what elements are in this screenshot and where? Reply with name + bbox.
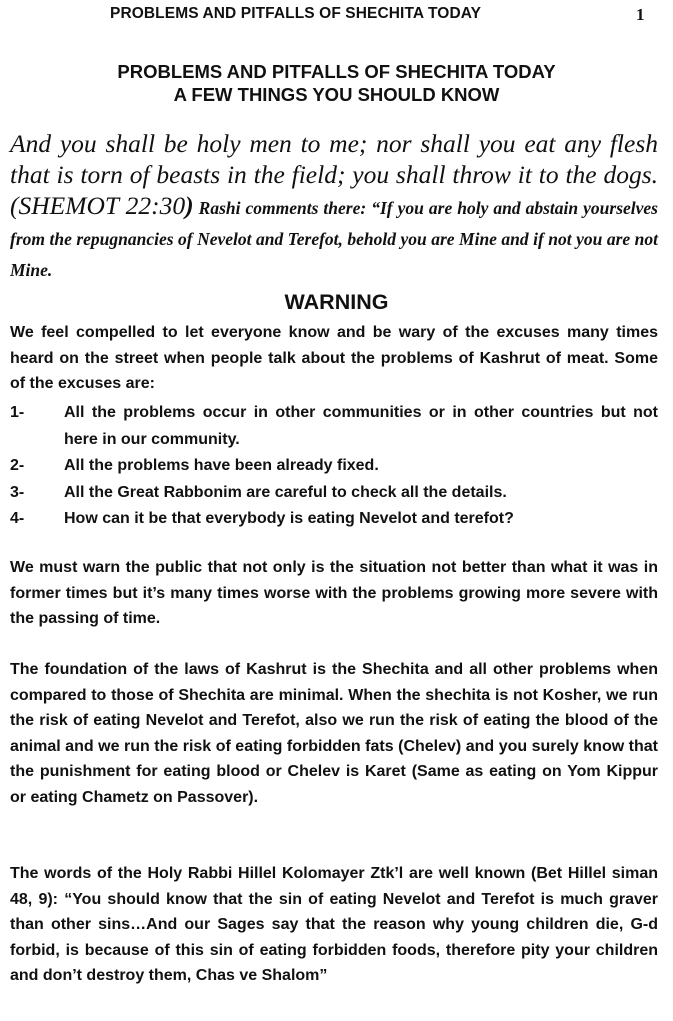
list-item-number: 1-: [10, 404, 25, 421]
situation-paragraph: We must warn the public that not only is the situation not better than what it was in former times but it’s many times worse with the problems growing more severe with the passing of time.: [10, 559, 658, 627]
title-line-1: PROBLEMS AND PITFALLS OF SHECHITA TODAY: [117, 61, 556, 82]
list-item-text: All the problems occur in other communities or in other countries but not here in our community.: [64, 404, 658, 448]
list-item: [10, 453, 658, 480]
excuses-list: [10, 400, 658, 533]
verse-text: And you shall be holy men to me; nor shall you eat any flesh that is torn of beasts in the field; you shall throw it to the dogs. (SHEMOT 22:30: [10, 129, 658, 220]
rashi-comment: Rashi comments there: “If you are holy and abstain yourselves from the repugnancies of Nevelot and Terefot, behold you are Mine and if not you are not Mine.: [10, 198, 658, 280]
document-title: [0, 60, 673, 106]
list-item-text: All the Great Rabbonim are careful to check all the details.: [64, 483, 507, 501]
title-line-2: A FEW THINGS YOU SHOULD KNOW: [173, 84, 500, 105]
scripture-quote: [10, 128, 658, 283]
list-item: [10, 480, 658, 507]
list-item: [10, 400, 658, 453]
warning-heading: WARNING: [284, 290, 389, 314]
page-number: 1: [636, 5, 645, 24]
list-item-number: 2-: [10, 457, 25, 474]
verse-close-paren: ): [185, 191, 194, 220]
list-item-text: How can it be that everybody is eating Nevelot and terefot?: [64, 510, 514, 527]
list-item: [10, 506, 658, 533]
warning-intro-paragraph: We feel compelled to let everyone know and be wary of the excuses many times heard on the street when people talk about the problems of Kashrut of meat. Some of the excuses are:: [10, 324, 658, 392]
rabbi-hillel-paragraph: The words of the Holy Rabbi Hillel Kolomayer Ztk’l are well known (Bet Hillel siman 48, 9): “You should know that the sin of eating Nevelot and Terefot is much graver than other sins…And our Sages say that the reason why young children die, G-d forbid, is because of this sin of eating forbidden foods, therefore pity your children and don’t destroy them, Chas ve Shalom”: [10, 865, 658, 984]
list-item-number: 4-: [10, 510, 25, 527]
list-item-text: All the problems have been already fixed.: [64, 457, 379, 474]
foundation-paragraph: The foundation of the laws of Kashrut is the Shechita and all other problems when compared to those of Shechita are minimal. When the shechita is not Kosher, we run the risk of eating Nevelot and Terefot, also we run the risk of eating the blood of the animal and we run the risk of eating forbidden fats (Chelev) and you surely know that the punishment for eating blood or Chelev is Karet (Same as eating on Yom Kippur or eating Chametz on Passover).: [10, 661, 658, 806]
list-item-number: 3-: [10, 483, 25, 501]
running-header: PROBLEMS AND PITFALLS OF SHECHITA TODAY: [110, 5, 482, 22]
